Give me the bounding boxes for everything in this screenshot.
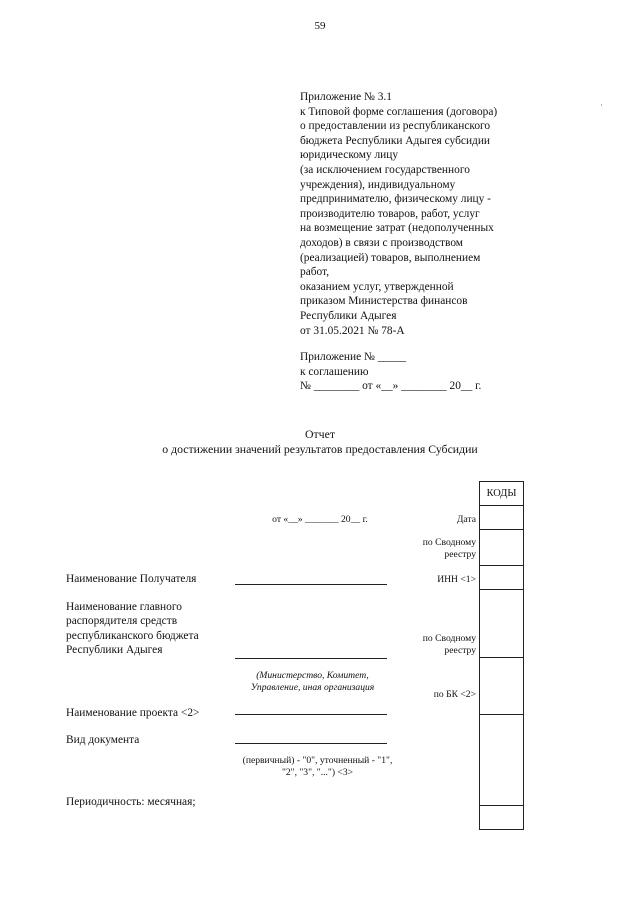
main-administrator-label-line3: республиканского бюджета xyxy=(66,629,199,642)
agreement-line: к соглашению xyxy=(300,365,369,378)
document-type-hint-line2: "2", "3", "...") <3> xyxy=(281,766,354,778)
code-cell-periodicity[interactable] xyxy=(479,806,524,830)
svod-registry-label-2-line2: реестру xyxy=(444,645,476,656)
main-administrator-hint-line1: (Министерство, Комитет, xyxy=(256,670,369,681)
code-cell-bk[interactable] xyxy=(479,658,524,715)
main-administrator-label-line4: Республики Адыгея xyxy=(66,644,163,657)
agreement-line: № ________ от «__» ________ 20__ г. xyxy=(300,380,482,393)
svod-registry-label-1-line1: по Сводному xyxy=(422,537,476,548)
appendix-line: бюджета Республики Адыгея субсидии xyxy=(300,134,491,147)
codes-header: КОДЫ xyxy=(479,481,524,506)
periodicity-label: Периодичность: месячная; xyxy=(66,796,196,808)
codes-table xyxy=(479,481,524,830)
appendix-line: от 31.05.2021 № 78-А xyxy=(300,324,405,337)
document-type-hint xyxy=(230,755,405,778)
bk-label: по БК <2> xyxy=(433,689,476,700)
main-administrator-label xyxy=(66,600,199,658)
recipient-field[interactable] xyxy=(235,584,387,585)
agreement-line: Приложение № _____ xyxy=(300,351,407,363)
agreement-reference xyxy=(300,350,540,394)
main-administrator-field[interactable] xyxy=(235,658,387,659)
appendix-line: приказом Министерства финансов xyxy=(300,295,468,308)
main-administrator-label-line2: распорядителя средств xyxy=(66,615,178,628)
margin-mark: · xyxy=(600,100,603,110)
recipient-label: Наименование Получателя xyxy=(66,573,197,585)
appendix-line: работ, xyxy=(300,266,330,279)
document-type-field[interactable] xyxy=(235,743,387,744)
document-type-label: Вид документа xyxy=(66,734,140,746)
appendix-line: учреждения), индивидуальному xyxy=(300,178,456,191)
appendix-line: о предоставлении из республиканского xyxy=(300,120,491,133)
appendix-line: предпринимателю, физическому лицу - xyxy=(300,193,491,206)
code-cell-inn[interactable] xyxy=(479,566,524,590)
project-field[interactable] xyxy=(235,714,387,715)
date-label: Дата xyxy=(456,514,476,525)
inn-label: ИНН <1> xyxy=(437,574,476,585)
appendix-line: Приложение № 3.1 xyxy=(300,91,392,103)
appendix-line: юридическому лицу xyxy=(300,149,399,162)
code-cell-svod-2[interactable] xyxy=(479,590,524,658)
report-title-line1: Отчет xyxy=(305,427,335,441)
svod-registry-label-1-line2: реестру xyxy=(444,549,476,560)
appendix-line: оказанием услуг, утвержденной xyxy=(300,280,454,293)
report-date-line: от «__» _______ 20__ г. xyxy=(272,514,368,525)
project-label: Наименование проекта <2> xyxy=(66,707,200,719)
appendix-note xyxy=(300,90,540,338)
code-cell-date[interactable] xyxy=(479,506,524,530)
appendix-line: на возмещение затрат (недополученных xyxy=(300,222,494,235)
appendix-line: (реализацией) товаров, выполнением xyxy=(300,251,481,264)
svod-registry-label-1 xyxy=(356,537,476,561)
main-administrator-label-line1: Наименование главного xyxy=(66,601,182,613)
appendix-line: производителю товаров, работ, услуг xyxy=(300,207,480,220)
appendix-line: (за исключением государственного xyxy=(300,163,470,176)
svod-registry-label-2 xyxy=(356,633,476,657)
code-cell-doc-type[interactable] xyxy=(479,715,524,806)
main-administrator-hint xyxy=(235,670,390,694)
report-title xyxy=(0,427,640,457)
appendix-line: Республики Адыгея xyxy=(300,309,397,322)
appendix-line: доходов) в связи с производством xyxy=(300,236,464,249)
document-type-hint-line1: (первичный) - "0", уточненный - "1", xyxy=(242,755,393,766)
code-cell-svod-1[interactable] xyxy=(479,530,524,566)
svod-registry-label-2-line1: по Сводному xyxy=(422,633,476,644)
report-title-line2: о достижении значений результатов предоставления Субсидии xyxy=(162,442,478,456)
page-number: 59 xyxy=(314,20,326,32)
main-administrator-hint-line2: Управление, иная организация xyxy=(250,682,375,693)
appendix-line: к Типовой форме соглашения (договора) xyxy=(300,105,498,118)
